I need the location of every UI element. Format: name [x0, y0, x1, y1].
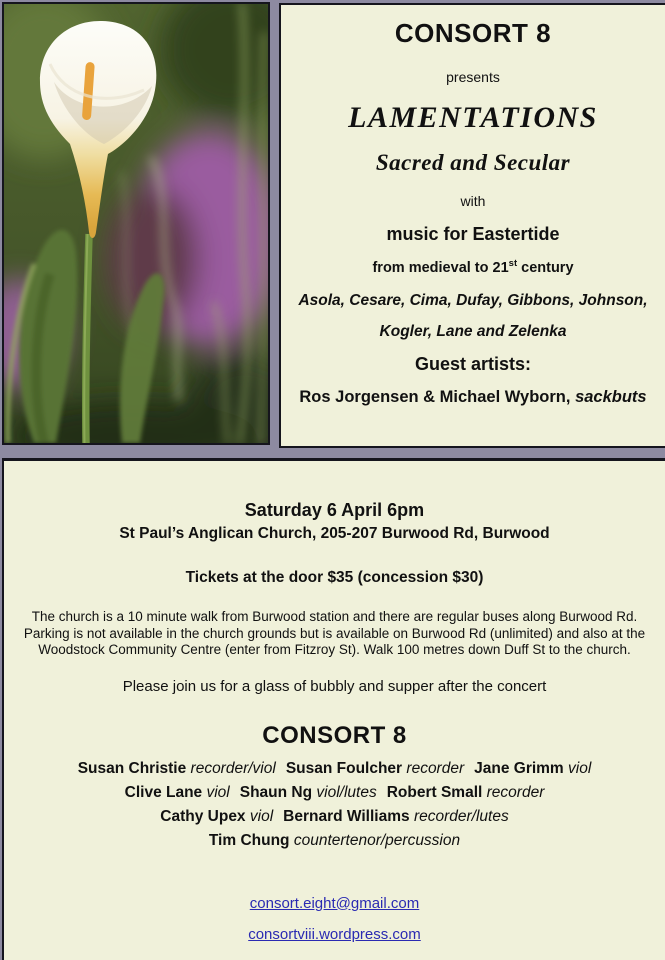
era-line — [281, 258, 665, 276]
performer-name: Robert Small — [386, 783, 483, 801]
ticket-info: Tickets at the door $35 (concession $30) — [185, 569, 484, 586]
event-details-panel — [2, 458, 665, 960]
performer — [125, 784, 230, 801]
concert-subtitle: Sacred and Secular — [375, 150, 571, 175]
calla-lily-illustration — [4, 4, 268, 443]
performer-name: Cathy Upex — [160, 807, 246, 825]
group-title: CONSORT 8 — [262, 721, 407, 749]
performer — [240, 784, 377, 801]
composers-line-2: Kogler, Lane and Zelenka — [379, 322, 567, 340]
website-link[interactable]: consortviii.wordpress.com — [248, 925, 421, 943]
performer — [78, 760, 276, 777]
email-link[interactable]: consort.eight@gmail.com — [249, 894, 420, 912]
performer-name: Clive Lane — [124, 783, 203, 801]
website-link-row — [4, 926, 665, 944]
performer-instrument: viol — [249, 807, 274, 825]
performer-line — [4, 783, 665, 803]
performer-instrument: recorder — [486, 783, 545, 801]
presents-label: presents — [446, 69, 500, 85]
performer-instrument: recorder/lutes — [413, 807, 509, 825]
performer-name: Bernard Williams — [283, 807, 410, 825]
performer-line — [4, 807, 665, 827]
performer — [283, 808, 509, 825]
event-venue: St Paul’s Anglican Church, 205-207 Burwood Rd, Burwood — [119, 525, 550, 542]
performer — [387, 784, 545, 801]
ensemble-title: CONSORT 8 — [394, 18, 552, 48]
performer-name: Tim Chung — [208, 831, 290, 849]
era-suffix: century — [517, 259, 574, 276]
performer — [286, 760, 464, 777]
guest-instrument: sackbuts — [575, 387, 647, 406]
concert-header-panel — [279, 3, 665, 448]
performer-name: Shaun Ng — [239, 783, 313, 801]
eastertide-line: music for Eastertide — [386, 224, 560, 244]
concert-main-title: LAMENTATIONS — [348, 101, 598, 134]
performer-line — [4, 759, 665, 779]
guest-names: Ros Jorgensen & Michael Wyborn, — [299, 387, 576, 406]
era-superscript: st — [508, 258, 518, 269]
performer-instrument: viol — [568, 759, 592, 777]
performer-instrument: viol — [206, 783, 230, 801]
guest-artists-label: Guest artists: — [414, 353, 532, 374]
performer — [209, 832, 460, 849]
performer-name: Jane Grimm — [474, 759, 564, 777]
performer-instrument: viol/lutes — [316, 783, 377, 801]
with-label: with — [460, 193, 486, 209]
performer-instrument: recorder — [406, 759, 465, 777]
guest-artists-line — [281, 388, 665, 407]
performer-name: Susan Foulcher — [285, 759, 403, 777]
directions-paragraph: The church is a 10 minute walk from Burwood station and there are regular buses along Burwood Rd. Parking is not available in the church grounds but is available on Burwood Rd (unlimited) and also at the Woodstock Community Centre (enter from Fitzroy St). Walk 100 metres down Duff St to the church. — [23, 609, 646, 657]
performer-instrument: countertenor/percussion — [293, 831, 461, 849]
calla-lily-photo — [2, 2, 270, 445]
performer-line — [4, 831, 665, 851]
invitation-line: Please join us for a glass of bubbly and supper after the concert — [122, 677, 547, 695]
email-link-row — [4, 895, 665, 913]
performer-instrument: recorder/viol — [190, 759, 276, 777]
era-prefix: from medieval to 21 — [372, 259, 509, 276]
performer-name: Susan Christie — [77, 759, 187, 777]
performer — [160, 808, 273, 825]
event-datetime: Saturday 6 April 6pm — [244, 500, 425, 520]
performer — [474, 760, 591, 777]
composers-line-1: Asola, Cesare, Cima, Dufay, Gibbons, Johnson, — [298, 291, 648, 309]
performer-list — [4, 759, 665, 851]
